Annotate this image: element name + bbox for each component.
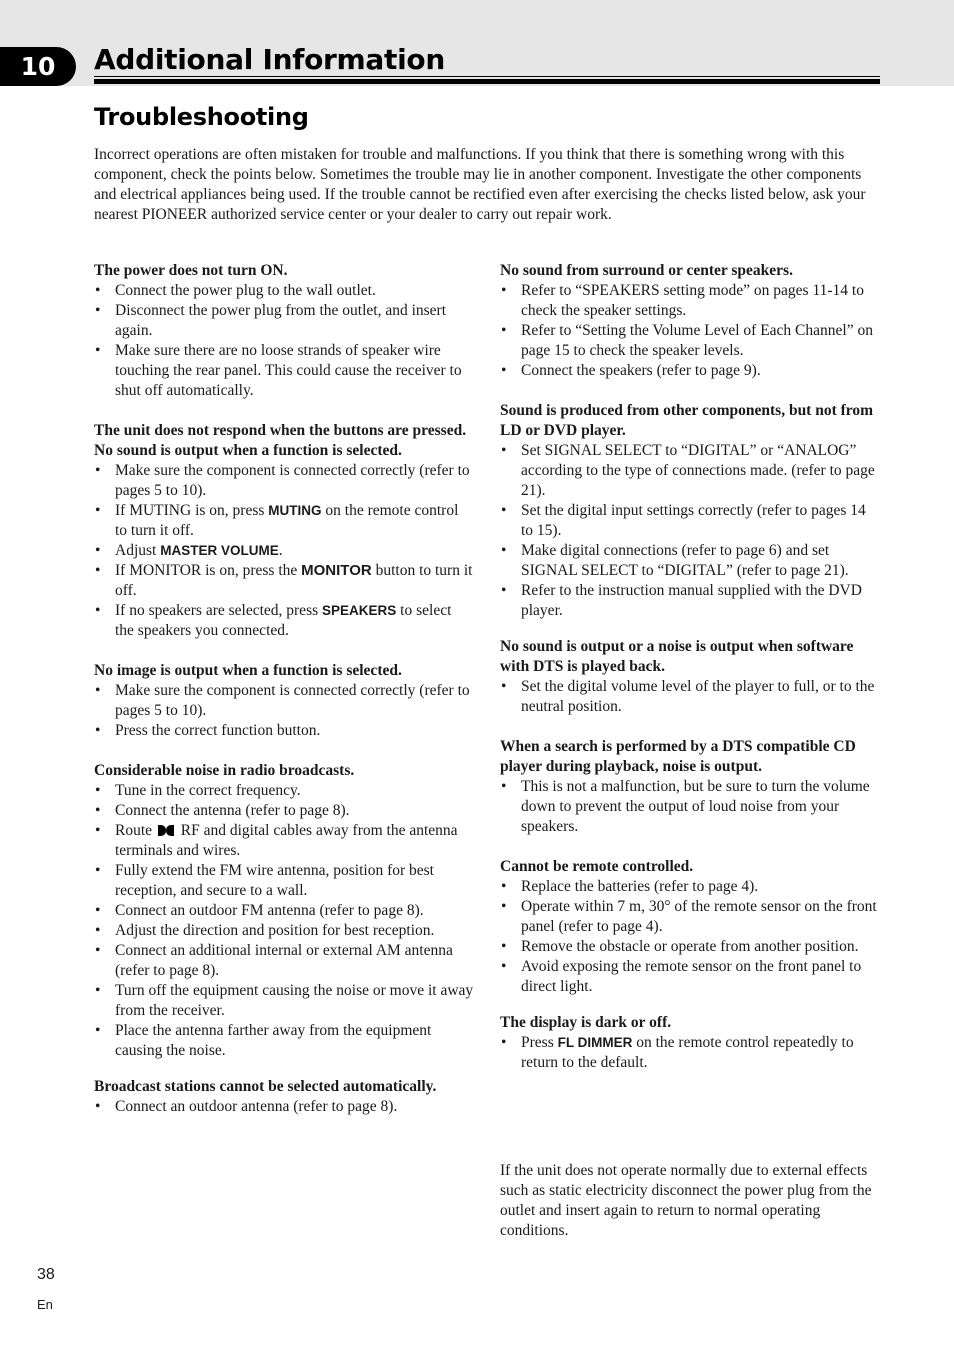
list-item: • Refer to “SPEAKERS setting mode” on pages 11-14 to check the speaker settings. xyxy=(500,281,880,321)
issue-heading: Cannot be remote controlled. xyxy=(500,858,694,875)
intro-paragraph: Incorrect operations are often mistaken for trouble and malfunctions. If you think that there is something wrong with this component, check the points below. Sometimes the trouble may lie in another component. Investigate the other components and electrical appliances being used. If the trouble cannot be rectified even after exercising the checks listed below, ask your nearest PIONEER authorized service center or your dealer to carry out repair work. xyxy=(94,146,866,223)
list-item: • Make sure the component is connected correctly (refer to pages 5 to 10). xyxy=(94,461,474,501)
issue-heading: No sound from surround or center speakers. xyxy=(500,262,793,279)
issue-buttons xyxy=(94,421,474,641)
header-rule-thick xyxy=(94,79,880,84)
fl-dimmer-key-label: FL DIMMER xyxy=(557,1035,633,1050)
list-item: • Operate within 7 m, 30° of the remote sensor on the front panel (refer to page 4). xyxy=(500,897,880,937)
list-item: • Refer to “Setting the Volume Level of Each Channel” on page 15 to check the speaker levels. xyxy=(500,321,880,361)
issue-dts xyxy=(500,637,880,717)
list-item: • Connect the speakers (refer to page 9). xyxy=(500,361,880,381)
list-item: • Press the correct function button. xyxy=(94,721,474,741)
list-item: • Set the digital volume level of the player to full, or to the neutral position. xyxy=(500,677,880,717)
list-item: • Tune in the correct frequency. xyxy=(94,781,474,801)
header-rule-thin xyxy=(94,76,880,77)
issue-heading: The unit does not respond when the buttons are pressed. xyxy=(94,422,467,439)
muting-key-label: MUTING xyxy=(268,503,322,518)
section-title: Troubleshooting xyxy=(94,103,309,131)
master-volume-key-label: MASTER VOLUME xyxy=(160,543,279,558)
issue-dts-search xyxy=(500,737,880,837)
page-number: 38 xyxy=(37,1266,55,1283)
list-item: • This is not a malfunction, but be sure to turn the volume down to prevent the output of loud noise from your speakers. xyxy=(500,777,880,837)
issue-heading: Considerable noise in radio broadcasts. xyxy=(94,762,355,779)
checklist xyxy=(94,681,474,741)
issue-image xyxy=(94,661,474,741)
list-item: • If no speakers are selected, press SPEAKERS to select the speakers you connected. xyxy=(94,601,474,641)
speakers-key-label: SPEAKERS xyxy=(322,603,397,618)
checklist xyxy=(500,777,880,837)
list-item: • Connect an additional internal or external AM antenna (refer to page 8). xyxy=(94,941,474,981)
list-item: • Make digital connections (refer to page 6) and set SIGNAL SELECT to “DIGITAL” (refer to page 21). xyxy=(500,541,880,581)
list-item: • Press FL DIMMER on the remote control repeatedly to return to the default. xyxy=(500,1033,880,1073)
list-item: • Avoid exposing the remote sensor on the front panel to direct light. xyxy=(500,957,880,997)
list-item: • Connect the power plug to the wall outlet. xyxy=(94,281,474,301)
monitor-key-label: MONITOR xyxy=(301,562,372,579)
list-item: • If MONITOR is on, press the MONITOR button to turn it off. xyxy=(94,561,474,601)
issue-surround xyxy=(500,261,880,381)
issue-heading: The power does not turn ON. xyxy=(94,262,288,279)
chapter-number-tab: 10 xyxy=(0,47,76,86)
list-item: • Adjust MASTER VOLUME. xyxy=(94,541,474,561)
list-item: • If MUTING is on, press MUTING on the remote control to turn it off. xyxy=(94,501,474,541)
dolby-digital-icon xyxy=(158,825,175,836)
issue-display xyxy=(500,1013,880,1073)
list-item: • Place the antenna farther away from the equipment causing the noise. xyxy=(94,1021,474,1061)
issue-ld-dvd xyxy=(500,401,880,621)
issue-heading: No sound is output or a noise is output when software with DTS is played back. xyxy=(500,638,854,675)
checklist xyxy=(500,1033,880,1073)
list-item: • Connect the antenna (refer to page 8). xyxy=(94,801,474,821)
list-item: • Make sure there are no loose strands of speaker wire touching the rear panel. This could cause the receiver to shut off automatically. xyxy=(94,341,474,401)
list-item: • Remove the obstacle or operate from another position. xyxy=(500,937,880,957)
chapter-title: Additional Information xyxy=(94,43,445,76)
left-column xyxy=(94,261,474,1137)
list-item: • Refer to the instruction manual supplied with the DVD player. xyxy=(500,581,880,621)
issue-broadcast xyxy=(94,1077,474,1117)
issue-heading: No sound is output when a function is selected. xyxy=(94,442,402,459)
list-item: • Set SIGNAL SELECT to “DIGITAL” or “ANALOG” according to the type of connections made. (refer to page 21). xyxy=(500,441,880,501)
checklist xyxy=(500,877,880,997)
checklist xyxy=(500,677,880,717)
list-item: • Make sure the component is connected correctly (refer to pages 5 to 10). xyxy=(94,681,474,721)
right-column xyxy=(500,261,880,1093)
language-code: En xyxy=(37,1297,53,1312)
issue-heading: Sound is produced from other components, but not from LD or DVD player. xyxy=(500,402,874,439)
static-electricity-note: If the unit does not operate normally due to external effects such as static electricity disconnect the power plug from the outlet and insert again to return to normal operating conditions. xyxy=(500,1162,872,1239)
issue-remote xyxy=(500,857,880,997)
list-item: • Connect an outdoor antenna (refer to page 8). xyxy=(94,1097,474,1117)
checklist xyxy=(94,281,474,401)
list-item: • Adjust the direction and position for best reception. xyxy=(94,921,474,941)
checklist xyxy=(500,441,880,621)
checklist xyxy=(94,1097,474,1117)
issue-heading: When a search is performed by a DTS compatible CD player during playback, noise is output. xyxy=(500,738,856,775)
issue-heading: The display is dark or off. xyxy=(500,1014,672,1031)
list-item: • Route RF and digital cables away from the antenna terminals and wires. xyxy=(94,821,474,861)
list-item: • Turn off the equipment causing the noise or move it away from the receiver. xyxy=(94,981,474,1021)
list-item: • Fully extend the FM wire antenna, position for best reception, and secure to a wall. xyxy=(94,861,474,901)
issue-power xyxy=(94,261,474,401)
checklist xyxy=(94,461,474,641)
list-item: • Replace the batteries (refer to page 4). xyxy=(500,877,880,897)
issue-noise xyxy=(94,761,474,1061)
issue-heading: Broadcast stations cannot be selected automatically. xyxy=(94,1078,437,1095)
list-item: • Set the digital input settings correctly (refer to pages 14 to 15). xyxy=(500,501,880,541)
checklist xyxy=(500,281,880,381)
issue-heading: No image is output when a function is selected. xyxy=(94,662,402,679)
list-item: • Disconnect the power plug from the outlet, and insert again. xyxy=(94,301,474,341)
list-item: • Connect an outdoor FM antenna (refer to page 8). xyxy=(94,901,474,921)
checklist xyxy=(94,781,474,1061)
